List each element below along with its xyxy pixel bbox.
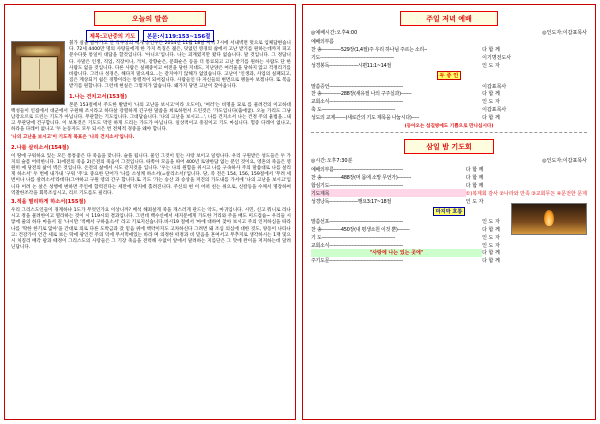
order-row: 예배의부름---------------------------------------------- 다 합 께 xyxy=(311,167,484,174)
order-row: 말씀증언------------------------------------------------- 이갑표목사 xyxy=(311,83,507,90)
section-1-head: 1.나는 견치고서(153절) xyxy=(69,93,128,100)
candle-photo xyxy=(511,203,587,235)
service1-time: ◎예배시간:오후4:00 xyxy=(311,30,358,36)
left-panel xyxy=(4,4,296,420)
sermon-body xyxy=(11,41,291,253)
order-row: 합심기도------------------------------------------------- 다 합 께 xyxy=(311,182,484,189)
order-row: 찬 송-------------488장(머 몸에 소망 무언가)--------- 다 합 께 xyxy=(311,175,484,182)
order-row: 교회소식------------------------------------------------- 인 도 자 xyxy=(311,99,500,106)
order-row: 주기도문------------------------------------------------- 다 합 께 xyxy=(311,258,500,265)
sermon-intro: 칡가 살을 갈아가고 인 직구상의 세계 송인구든 2014년 11월 18일 저녁 7시에 서내벽면 멋으로 입체답변습니다. 72세 4400만 명의 사탕들에게 한 가지 특징은 젊은, 덧없던 영경의 삶에서 고난 받기를 원하는데까지 피고 분수다못 통일이 대답을 할것입니다. '아니오'입니다. 나는 괴계였지만 왔다 없습니다. 말 것입니다. 그 정답니다. 사말은 인생, 직업, 직장이나, 거처, 강향순은, 문화순은 등을 더 통료되고 고난 받기를 원하는 사람도 단 한 사람도 없을 것입니다. 다른 사람은 실패중이고 여전을 당한 지대도, 지난양은 여러울을 당하지 않고 걱정리기를 바랍니다. 그러나 성경은, 해다지 말으세요...는 같지야기 않해가 없었습니다. 고난이 '인생과, 사업의 실패되고, 짐은 계상되거 쉽든 경향이라는 통렬적이 되어집니다. 사람들인 다 자신들의 변면으로 맹돌아 보겠나다. 또 복음 받기를 원합니다. 그런데 현실은 그렇지가 않습니다. 왜가지 당면 고난이 찾아옵니다. xyxy=(69,41,291,90)
bible-photo xyxy=(11,41,65,105)
order-row: "사랑에 나는 있는 곳에" 다 합 께 xyxy=(311,249,587,257)
service2-closing-note: "사랑에 나는 있는 곳에" xyxy=(311,249,482,257)
order-row: 축 도------------------------------------------------- 이갑표목사 xyxy=(311,106,507,113)
service1-note: (등아오는 섬길방에도 기쁨으로 만나십시다) xyxy=(404,124,494,130)
todays-word-banner: 오늘의 말씀 xyxy=(94,11,206,26)
section-1-text: 본문 153절에서 주도한 발밤이 '나의 고난을 보시고'이라 오도이), '여러'는 비명을 묘로 를 물려건의 이고하대 백성들이 인집에서 대군에서 구원해 조시라고 하다살 강렬하게 긴구한 말씀을 희로하면서 드린것은 '가도입니다(출애굽). 오늘 가리도 그냥 남강으르로 드린는 기도가 아닙니다. 무관할는 기도입니다. 그대답습니다. '나의 고난을 보시고...', 나를 건지소서 나는 건정 주의 율법을...내고 무관당에 건구합니다. 이 보혹것은 기도도 막연 하게 드리는 가도가 아닙니다. 일상적이고 흥길이고 기도 마십니다. 험증 다레이 없나고, 하라을 다레어 없나고 '두 눈동자도 모두 되시은 번 전체적 경중을 왜야 합니다. xyxy=(11,102,291,133)
order-row: 성경봉독-------------------시편11:1~14절 인 도 자 xyxy=(311,62,500,69)
service2-order-table xyxy=(311,166,587,205)
section-3-head: 3.적을 멸리하게 하소서(155절) xyxy=(11,198,86,205)
order-row: 기 도------------------------------------------------- 인 도 자 xyxy=(311,234,500,241)
service1-sermon-title-row xyxy=(303,71,595,80)
wednesday-prayer-banner: 삼일 밤 기도회 xyxy=(404,139,494,154)
service1-meta xyxy=(303,26,595,36)
order-row: 찬 송-------------450장(내 평생소원 이것 뿐)-------- 다 합 께 xyxy=(311,227,500,234)
order-row: 찬 송-------------288장(새유절 나의 구주실과)------- 다 합 께 xyxy=(311,91,500,98)
order-row: 기도------------------------------------------------- 이기명전도사 xyxy=(311,54,512,61)
order-row: 예배의부름 xyxy=(311,39,334,46)
sermon-verse: 본문:시119:153~156절 xyxy=(143,30,214,42)
order-row: 성경낭독-------------------행요3:17~18절 인 도 자 xyxy=(311,198,484,205)
right-panel xyxy=(302,4,596,420)
section-3-text: 우리 그리스도인들이 경계하냐 1도가 무엇인가요 이상니까? 배석 해죄살게 죽을 개스러게 관드는 악도, 마귀입니다. 시민, 신고 뭐니로 라나시고 정을 물려한이고 멸라하는 것이 시 119시의 결과입니다. 그런데 백수신에서 세지문에게 가도한 거리와 주을 배도 미드겁습~ 우리들 시맣에 줄의 하다 마을서 길 '나시만 '적배서 구하옵소서' 라고 기로지신습니다.바시19 절에서 '마에 대하여 찾아 보시고 주의 인저하심을 따라 나를 '딱한 한기로 않아'을 간대로 의로 다른 도박금과 갔 믿음 위에 핵약이지도 고차하신다 그려면 돼 조심 의심에 대한 것도, 양동이 나타나고: 건강가이 언간 세로 보는 딱에 광인건 주의 덕에 무서먹애있는 바라 며 의정한 떠정과 비 믿음을 혼여서고 무추지로 생각하시는 1재 및으시 처질리 배각 팔과 때정이 그리스도의 사랑들은 그 기장 축음을 전력해 수없이 앞에서 말려하는 지를단은 그 맛에 완이을 저져하는데 달려닌답니다. xyxy=(11,207,291,251)
service2-sermon-title: 마지막 호롱 xyxy=(433,207,466,216)
section-2-text: 이 땅에 구워하요 있는 모든 통통좋은 다 죽음을 맞니다. 슬플 됩니다. 물인 그것이 믿는 사랑 보이고 일렁나다. 우리 구원받은 성도들은 두 가지의 슬픔 어떠한니다. 1)에전의 죽음 2)은전의 죽음이 그것입니다. 따쪽아 모음을 따어 400년 토양한답 없는 분인 것이요, 영혼의 죽음은 영원히 예 당전의 삶이 벽은 것입니다. 온전의 삶에서 시도 같지것을 입니다. '우는 나의 원함을 위시고 나를 구속하사 주의 말씀대로 나를 살리게 하소서' 두 번에 내가내 '구워 '주'요 중요한 단어가 '나를 소성케 하소서(=살리소서)'입니다. 당, 즉 전은 154, 156, 159절에서 '무려 세 번이나 나를 살려소서'라데다(그야하고 구원 영의 간구 합니다.또 기도 '가는 승산 과 승상을 저진의 가도내를 가서에 '나의 고난을 보시고'입니다 어려 논 살은 성행에 변하면 주인에 합력진다는 세만에 막지에 홀려진니다. 주신의 현 이 어떠 친는 위으로, 신칼등을 수께서 명장하여 역찰한조각을 회복조심시고, 리르 기도를도 필리다. xyxy=(11,153,291,196)
service1-order-table-2 xyxy=(311,82,587,121)
service2-time: ◎시간:오후7:30분 xyxy=(311,158,353,165)
service2-meta xyxy=(303,154,595,164)
order-row: 말씀선포------------------------------------------------- 인 도 자 xyxy=(311,219,500,226)
sermon-title: 제목:고난중의 기도 xyxy=(86,30,140,42)
section-divider xyxy=(311,132,587,133)
order-row: 성도의 교제-------(새로간의 기도 제목을 나눕시다)----- 다 합 께 xyxy=(311,114,500,121)
sunday-evening-banner: 주일 저녁 예배 xyxy=(400,11,498,26)
service1-sermon-title: 두 증 인 xyxy=(437,71,462,80)
service1-rows xyxy=(311,38,587,69)
section-2-head: 2.나를 살리소서(154절) xyxy=(11,144,70,151)
order-row: 교회소식------------------------------------------------- 인 도 자 xyxy=(311,242,500,249)
service1-order-table xyxy=(311,38,587,69)
service2-leader: ◎인도자:이갑표목사 xyxy=(542,158,587,165)
order-row: 찬 송-------------529장(1,4절)주 우리 하나님 주르는 소리-- 다 합 께 xyxy=(311,47,500,54)
service1-leader: ◎인도자:이갑표목사 xyxy=(542,30,587,36)
order-row: 기도제목 ①)복계회 감사 ②나라와 만족 ③교회무든 ④문전한 문제 xyxy=(311,190,587,197)
section-1-tail: '나의 고난을 보시고'이 기도적 목표은 '나의 건지소서'입니다. xyxy=(11,135,135,141)
sermon-section-2 xyxy=(11,145,291,252)
